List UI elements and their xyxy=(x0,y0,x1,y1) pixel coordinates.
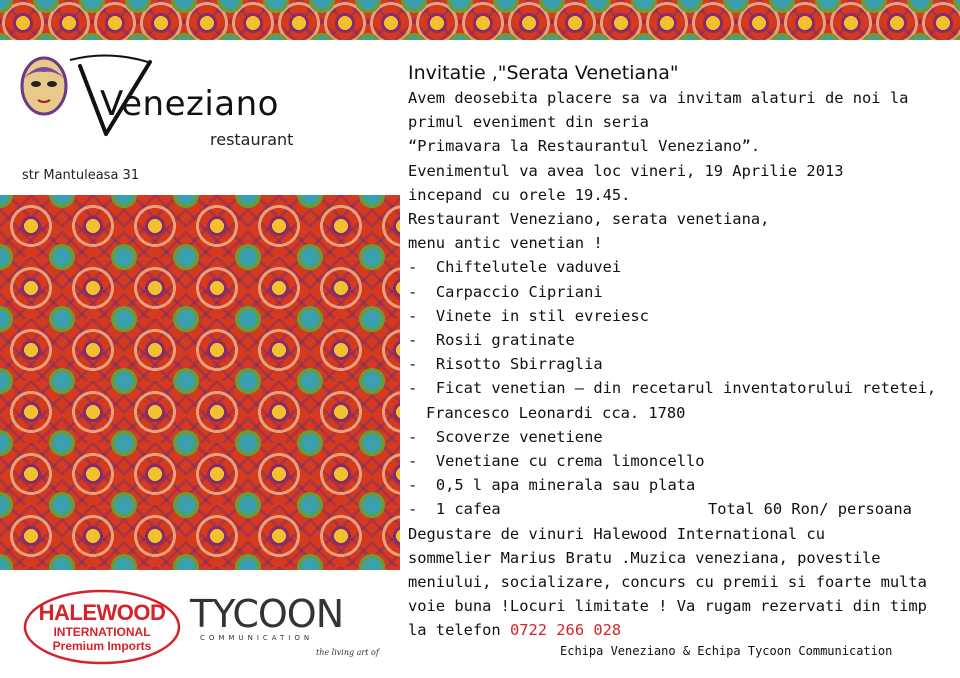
invitation-text xyxy=(408,60,948,643)
veneziano-logo xyxy=(18,48,338,153)
menu-item: - Venetiane cu crema limoncello xyxy=(408,452,705,471)
decorative-pattern-band xyxy=(0,0,960,40)
intro-line: menu antic venetian ! xyxy=(408,234,603,253)
halewood-line3: Premium Imports xyxy=(52,639,152,653)
closing-line: Degustare de vinuri Halewood International cu xyxy=(408,524,825,543)
menu-item: - Vinete in stil evreiesc xyxy=(408,306,649,325)
closing-line: sommelier Marius Bratu .Muzica veneziana, povestile xyxy=(408,548,881,567)
intro-line: primul eveniment din seria xyxy=(408,113,649,132)
phone-number[interactable]: 0722 266 028 xyxy=(509,621,622,640)
phone-line: la telefon 0722 266 028 xyxy=(408,621,622,640)
intro-line: Restaurant Veneziano, serata venetiana, xyxy=(408,210,770,229)
halewood-logo xyxy=(22,588,182,666)
tycoon-tagline: the living art of xyxy=(316,648,379,657)
intro-line: Evenimentul va avea loc vineri, 19 Aprilie 2013 xyxy=(408,161,844,180)
menu-item: - Carpaccio Cipriani xyxy=(408,282,603,301)
decorative-pattern-panel xyxy=(0,195,400,570)
halewood-name: HALEWOOD xyxy=(38,600,166,625)
intro-line: incepand cu orele 19.45. xyxy=(408,185,631,204)
menu-item: - Rosii gratinate xyxy=(408,331,575,350)
closing-line: meniului, socializare, concurs cu premii si foarte multa xyxy=(408,573,927,592)
intro-line: “Primavara la Restaurantul Veneziano”. xyxy=(408,137,761,156)
tycoon-logo xyxy=(190,592,380,660)
menu-item: - Scoverze venetiene xyxy=(408,427,603,446)
menu-item-continuation: Francesco Leonardi cca. 1780 xyxy=(426,403,686,422)
menu-item: - 0,5 l apa minerala sau plata xyxy=(408,476,696,495)
halewood-line2: INTERNATIONAL xyxy=(53,625,151,639)
signature: Echipa Veneziano & Echipa Tycoon Communication xyxy=(560,644,893,658)
menu-item: - Chiftelutele vaduvei xyxy=(408,258,622,277)
tycoon-subtitle: COMMUNICATION xyxy=(200,634,314,642)
restaurant-address: str Mantuleasa 31 xyxy=(22,168,140,183)
menu-item: - Risotto Sbirraglia xyxy=(408,355,603,374)
tycoon-name: TYCOON xyxy=(190,592,344,636)
menu-item-last: - 1 cafea Total 60 Ron/ persoana xyxy=(408,497,948,521)
brand-subtitle: restaurant xyxy=(210,130,294,149)
brand-name: Veneziano xyxy=(100,84,279,124)
intro-line: Avem deosebita placere sa va invitam alaturi de noi la xyxy=(408,89,909,107)
price-total: Total 60 Ron/ persoana xyxy=(708,500,912,519)
menu-item: - Ficat venetian – din recetarul inventatorului retetei, xyxy=(408,379,937,398)
closing-line: voie buna !Locuri limitate ! Va rugam rezervati din timp xyxy=(408,597,927,616)
invitation-title: Invitatie ,"Serata Venetiana" xyxy=(408,62,679,84)
